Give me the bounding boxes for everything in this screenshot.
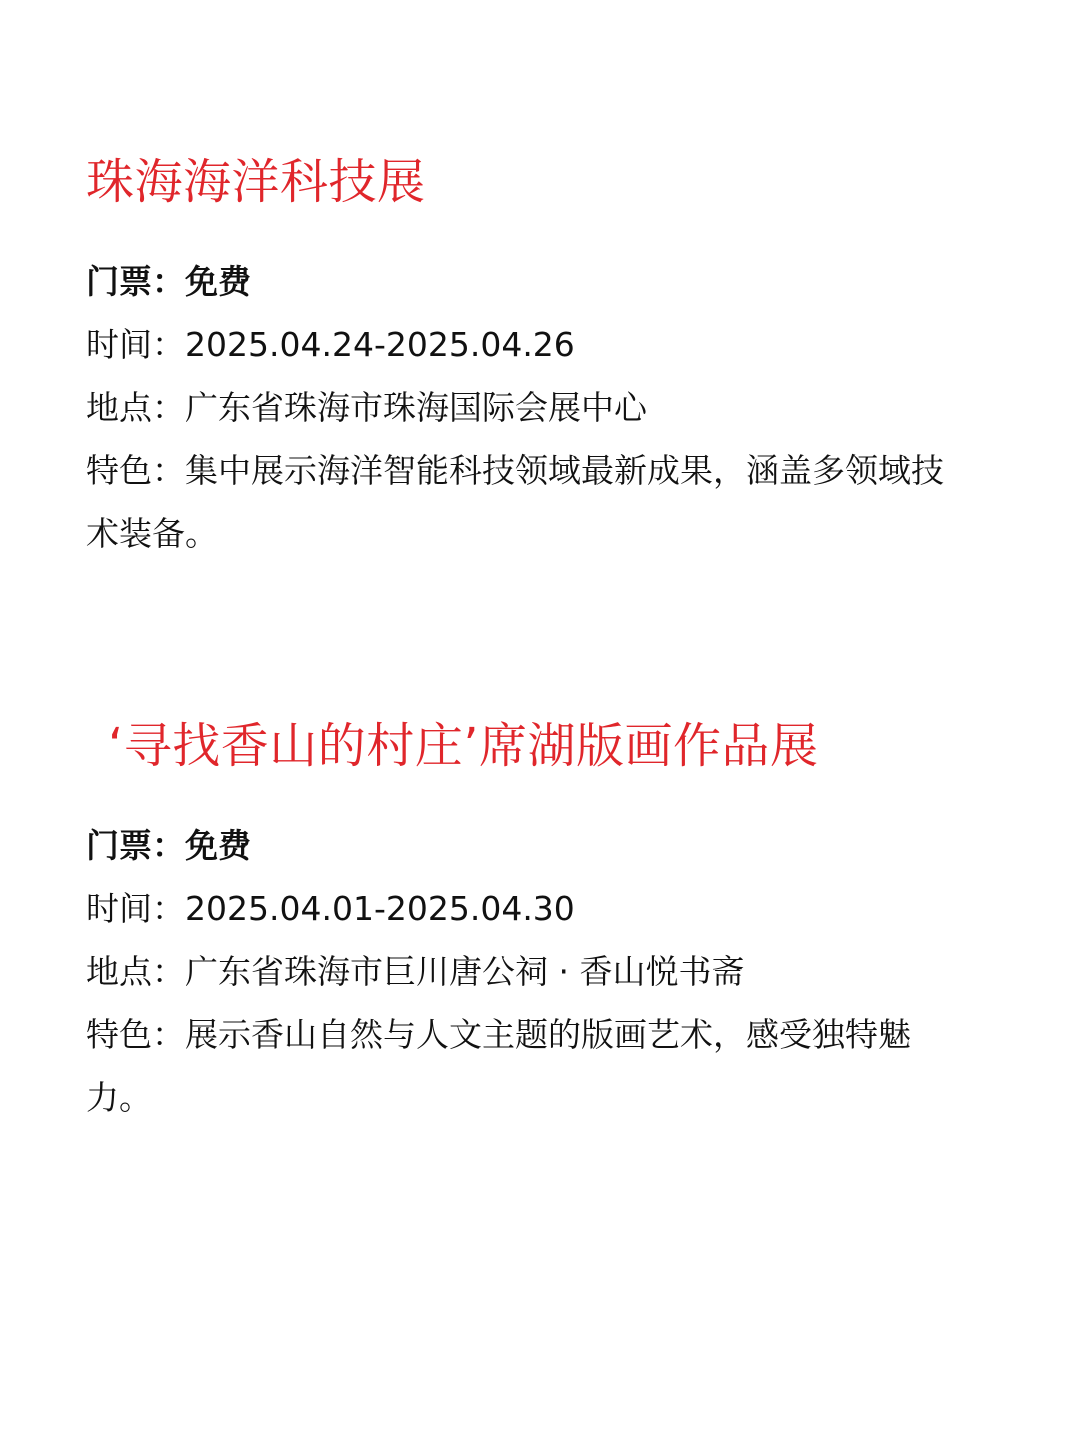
event-card-ocean-tech-expo (86, 150, 986, 565)
ticket-row (86, 814, 986, 877)
event-info (86, 250, 986, 565)
feature-value: 集中展示海洋智能科技领域最新成果，涵盖多领域技术装备。 (86, 451, 944, 553)
ticket-value: 免费 (185, 826, 251, 865)
time-label: 时间： (86, 325, 185, 364)
time-value: 2025.04.24-2025.04.26 (185, 325, 575, 364)
place-value: 广东省珠海市珠海国际会展中心 (185, 388, 647, 427)
time-row (86, 877, 986, 940)
event-info (86, 814, 986, 1129)
ticket-row (86, 250, 986, 313)
feature-value: 展示香山自然与人文主题的版画艺术，感受独特魅力。 (86, 1015, 911, 1117)
time-value: 2025.04.01-2025.04.30 (185, 889, 575, 928)
feature-row (86, 1003, 976, 1129)
place-row (86, 376, 986, 439)
feature-label: 特色： (86, 1015, 185, 1054)
place-label: 地点： (86, 952, 185, 991)
time-row (86, 313, 986, 376)
ticket-value: 免费 (185, 262, 251, 301)
ticket-label: 门票： (86, 262, 185, 301)
time-label: 时间： (86, 889, 185, 928)
place-value: 广东省珠海市巨川唐公祠 · 香山悦书斋 (185, 952, 745, 991)
event-title: 珠海海洋科技展 (86, 154, 426, 210)
place-row (86, 940, 986, 1003)
place-label: 地点： (86, 388, 185, 427)
feature-label: 特色： (86, 451, 185, 490)
event-card-printmaking-exhibition (86, 714, 986, 1129)
event-title: ‘寻找香山的村庄’席湖版画作品展 (108, 718, 819, 774)
ticket-label: 门票： (86, 826, 185, 865)
feature-row (86, 439, 976, 565)
